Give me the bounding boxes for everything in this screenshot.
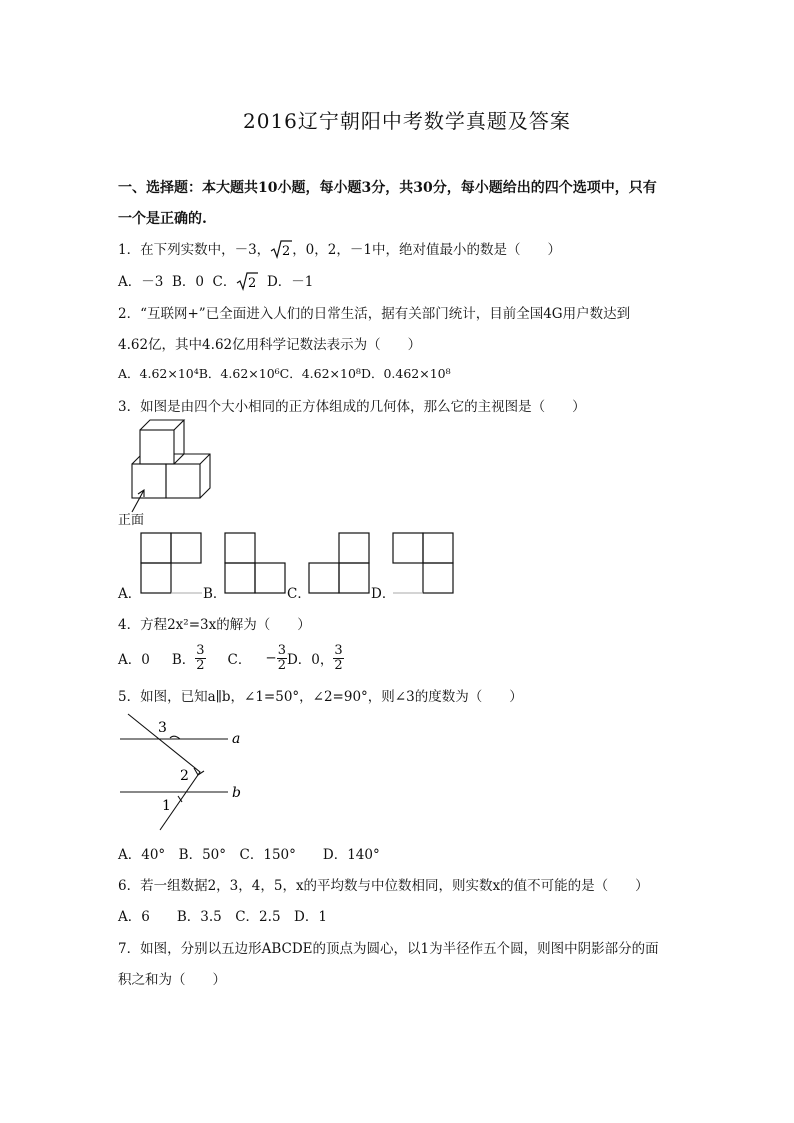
front-label: 正面: [118, 513, 145, 528]
q1-option-c: C．: [212, 274, 237, 290]
question-4-stem: 4．方程2x²=3x的解为（ ）: [118, 617, 311, 633]
label-3: 3: [158, 720, 167, 736]
cube-top-front: [140, 430, 174, 464]
parallel-lines-figure: [118, 712, 248, 832]
label-1: 1: [162, 798, 171, 814]
q3-option-c-figure: [308, 532, 370, 594]
q3-option-c-label: C．: [287, 586, 311, 602]
q1-option-c-sqrt: [236, 272, 258, 294]
label-b: b: [232, 785, 241, 801]
label-2: 2: [180, 768, 189, 784]
q3-option-d-label: D．: [371, 586, 396, 602]
question-1-options: [118, 270, 313, 294]
section-heading-line1: 一、选择题：本大题共10小题，每小题3分，共30分，每小题给出的四个选项中，只有: [118, 180, 657, 196]
q1-option-a: A．－3: [118, 274, 164, 290]
q3-option-b-label: B．: [203, 586, 227, 602]
q4-option-a: A．0: [118, 652, 150, 668]
q1-stem-part-b: ，0，2，－1中，绝对值最小的数是（ ）: [292, 242, 561, 258]
q1-option-d: D．－1: [266, 274, 314, 290]
cube-bottom-left-edge: [132, 456, 140, 464]
question-5-options: A．40° B．50° C．150° D．140°: [118, 847, 380, 863]
q4-option-b-fraction: $\frac{3}{2}$: [196, 642, 205, 673]
question-2-line1: 2．“互联网+”已全面进入人们的日常生活，据有关部门统计，目前全国4G用户数达到: [118, 306, 631, 322]
cube-top-lid: [140, 420, 184, 430]
q4-option-b: B．: [171, 652, 196, 668]
question-7-line2: 积之和为（ ）: [118, 972, 226, 988]
cube-bottom-right: [166, 464, 200, 498]
q4-option-c-fraction: $\frac{3}{2}$: [277, 642, 286, 673]
page-title: 2016辽宁朝阳中考数学真题及答案: [243, 109, 571, 133]
cube-bottom-right-top: [174, 454, 210, 498]
q1-sqrt-expression: [270, 240, 292, 262]
q4-option-d: D．0，: [286, 652, 334, 668]
question-6-options: A．6 B．3.5 C．2.5 D．1: [118, 909, 327, 925]
q3-option-a-label: A．: [118, 586, 142, 602]
q3-option-b-figure: [224, 532, 286, 594]
cube-bottom-left: [132, 464, 166, 498]
q1-sqrt-radicand: 2: [282, 243, 291, 259]
question-6-stem: 6．若一组数据2，3，4，5，x的平均数与中位数相同，则实数x的值不可能的是（ ）: [118, 878, 649, 894]
section-heading-line2: 一个是正确的.: [118, 211, 207, 227]
question-2-options: A．4.62×10⁴B．4.62×10⁶C．4.62×10⁸D．0.462×10⁸: [118, 366, 451, 381]
question-5-stem: 5．如图，已知a∥b，∠1=50°，∠2=90°，则∠3的度数为（ ）: [118, 689, 523, 705]
cube-top-side: [174, 420, 184, 464]
q4-option-c-sign: −: [265, 650, 277, 666]
question-7-line1: 7．如图，分别以五边形ABCDE的顶点为圆心，以1为半径作五个圆，则图中阴影部分的面: [118, 941, 659, 957]
q1-option-b: B．0: [171, 274, 204, 290]
q1-stem-part-a: 1．在下列实数中，－3，: [118, 242, 271, 258]
q3-option-a-figure: [140, 532, 202, 594]
q4-option-c: C．: [227, 652, 252, 668]
question-1-stem: [118, 238, 561, 262]
q4-option-d-fraction: $\frac{3}{2}$: [334, 642, 343, 673]
q1-option-c-radicand: 2: [248, 275, 257, 291]
question-2-line2: 4.62亿，其中4.62亿用科学记数法表示为（ ）: [118, 337, 422, 353]
cube-bottom-right-edge: [200, 454, 210, 464]
sqrt-symbol: [236, 272, 258, 290]
question-4-options: [118, 640, 344, 676]
label-a: a: [232, 731, 241, 747]
sqrt-symbol: [270, 240, 292, 258]
question-3-stem: 3．如图是由四个大小相同的正方体组成的几何体，那么它的主视图是（ ）: [118, 399, 586, 415]
q3-option-d-figure: [392, 532, 454, 594]
